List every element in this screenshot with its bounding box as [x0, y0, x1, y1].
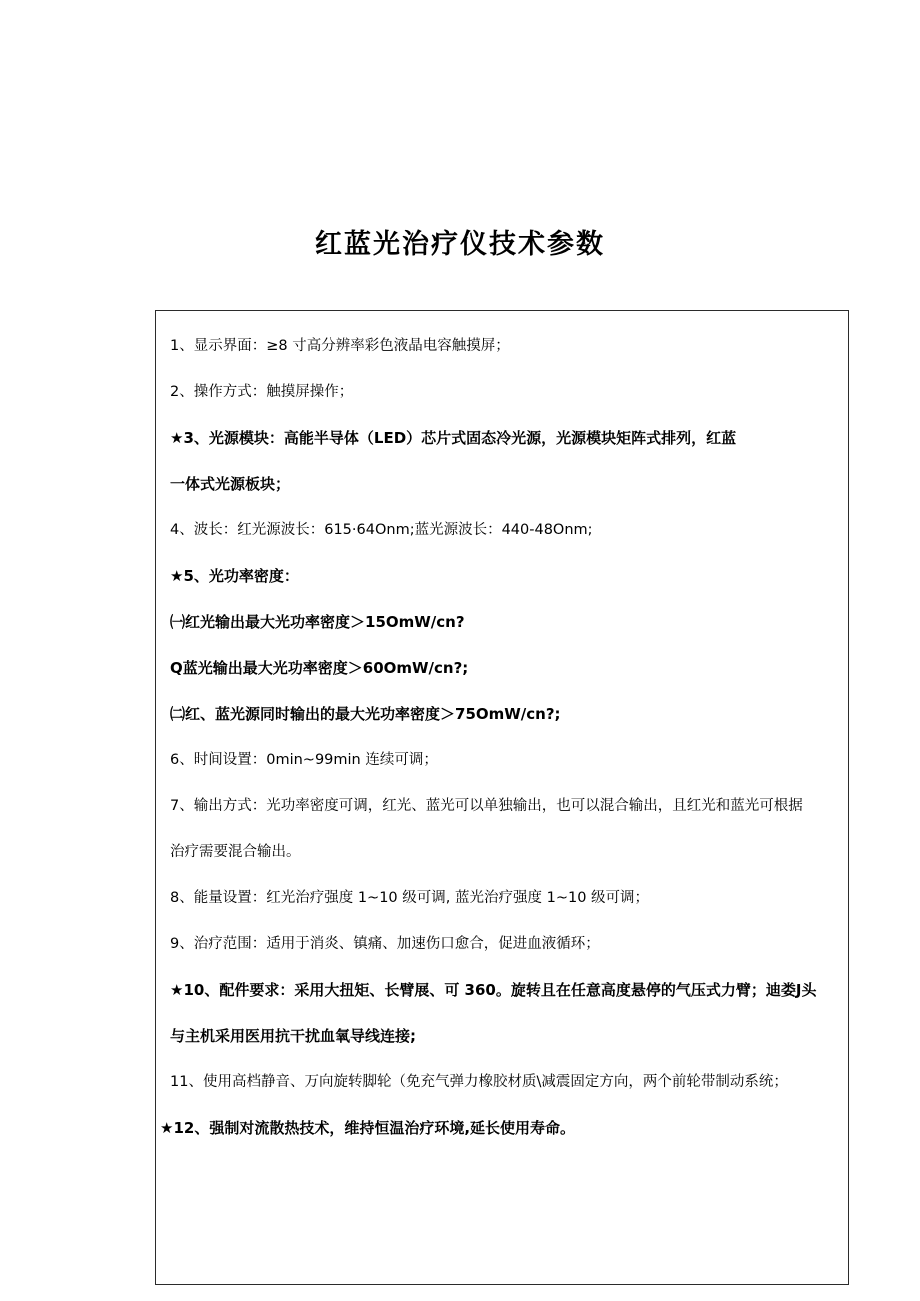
spec-line: ㈠红光输出最大光功率密度＞15OmW/cn?	[170, 613, 465, 631]
spec-line: ★10、配件要求：采用大扭矩、长臂展、可 360。旋转且在任意高度悬停的气压式力臂；迪娄J头	[170, 981, 817, 999]
spec-line: ㈡红、蓝光源同时输出的最大光功率密度＞75OmW/cn?;	[170, 705, 561, 723]
spec-line: ★5、光功率密度：	[170, 567, 299, 585]
spec-line: 1、显示界面：≥8 寸高分辨率彩色液晶电容触摸屏；	[170, 338, 510, 354]
spec-line: 一体式光源板块；	[170, 475, 291, 493]
spec-line: 2、操作方式：触摸屏操作；	[170, 384, 354, 400]
spec-line: Q蓝光输出最大光功率密度＞60OmW/cn?;	[170, 659, 469, 677]
spec-line: 11、使用高档静音、万向旋转脚轮（免充气弹力橡胶材质\减震固定方向，两个前轮带制动系统；	[170, 1074, 788, 1090]
page-title: 红蓝光治疗仪技术参数	[315, 229, 605, 260]
spec-box	[155, 310, 849, 1285]
spec-line: 治疗需要混合输出。	[170, 844, 301, 860]
spec-line: 6、时间设置：0min~99min 连续可调；	[170, 752, 438, 768]
spec-line: 9、治疗范围：适用于消炎、镇痛、加速伤口愈合，促进血液循环；	[170, 936, 600, 952]
spec-line: 与主机采用医用抗干扰血氧导线连接;	[170, 1027, 417, 1045]
spec-line: 4、波长：红光源波长：615·64Onm;蓝光源波长：440-48Onm;	[170, 522, 593, 538]
spec-line: 8、能量设置：红光治疗强度 1~10 级可调, 蓝光治疗强度 1~10 级可调；	[170, 890, 650, 906]
spec-line: ★12、强制对流散热技术，维持恒温治疗环境,延长使用寿命。	[160, 1119, 576, 1137]
spec-line: 7、输出方式：光功率密度可调，红光、蓝光可以单独输出，也可以混合输出，且红光和蓝光可根据	[170, 798, 803, 814]
spec-line: ★3、光源模块：高能半导体（LED）芯片式固态冷光源，光源模块矩阵式排列，红蓝	[170, 429, 737, 447]
